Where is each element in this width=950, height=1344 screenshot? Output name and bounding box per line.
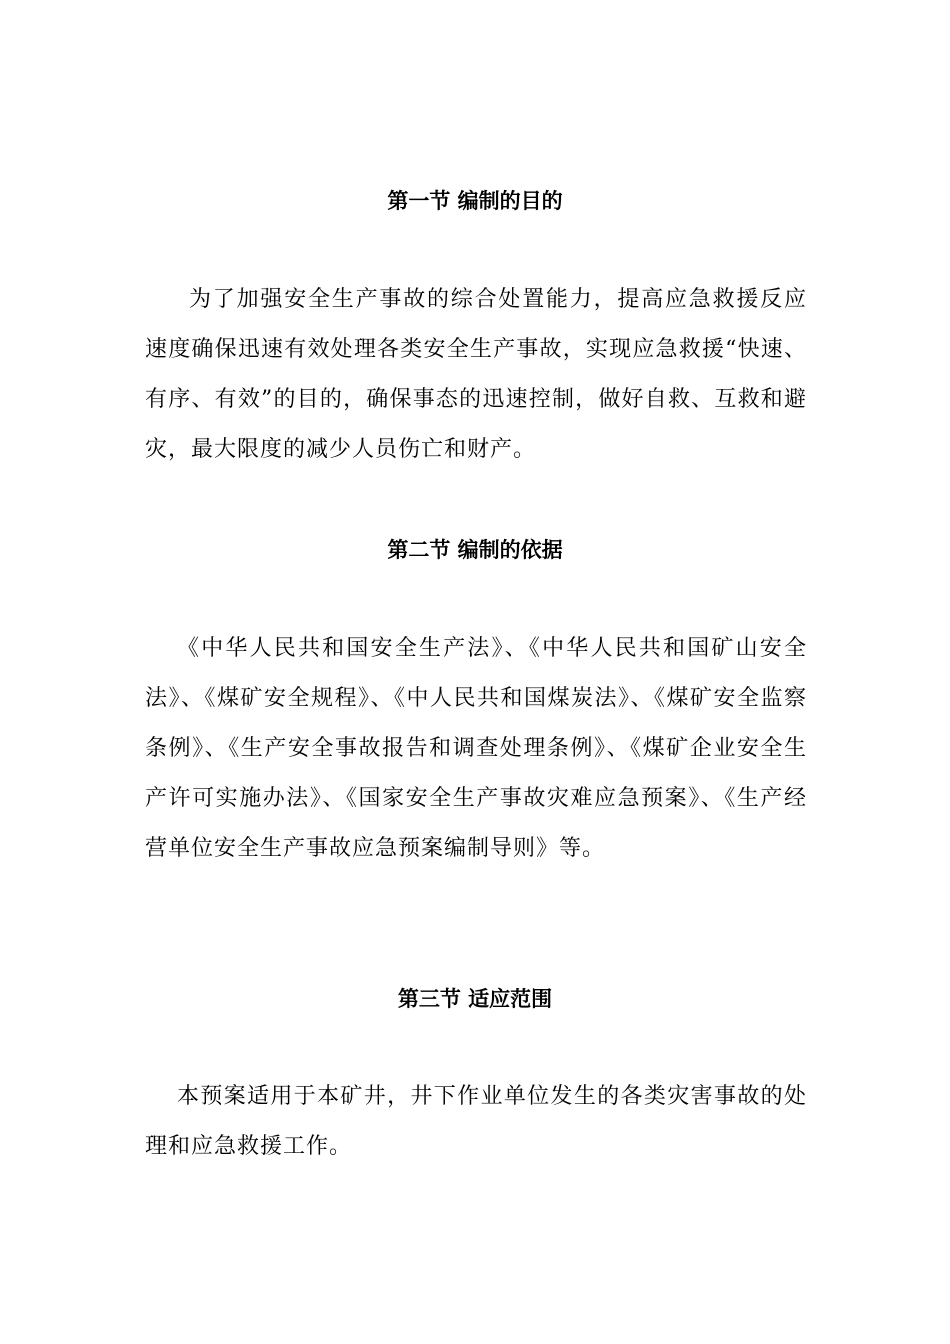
section-2-body: 《中华人民共和国安全生产法》、《中华人民共和国矿山安全法》、《煤矿安全规程》、《中人民共和国煤炭法》、《煤矿安全监察条例》、《生产安全事故报告和调查处理条例》、《煤矿企业安全生产许可实施办法》、《国家安全生产事故灾难应急预案》、《生产经营单位安全生产事故应急预案编制导则》等。 (145, 636, 807, 861)
section-3-body: 本预案适用于本矿井，井下作业单位发生的各类灾害事故的处理和应急救援工作。 (145, 1084, 807, 1159)
section-1-heading: 第一节 编制的目的 (387, 189, 563, 213)
section-3-heading: 第三节 适应范围 (397, 987, 553, 1011)
section-1-body: 为了加强安全生产事故的综合处置能力，提高应急救援反应速度确保迅速有效处理各类安全生产事故，实现应急救援“快速、有序、有效”的目的，确保事态的迅速控制，做好自救、互救和避灾，最大限度的减少人员伤亡和财产。 (145, 287, 807, 462)
section-2-heading: 第二节 编制的依据 (387, 538, 563, 562)
